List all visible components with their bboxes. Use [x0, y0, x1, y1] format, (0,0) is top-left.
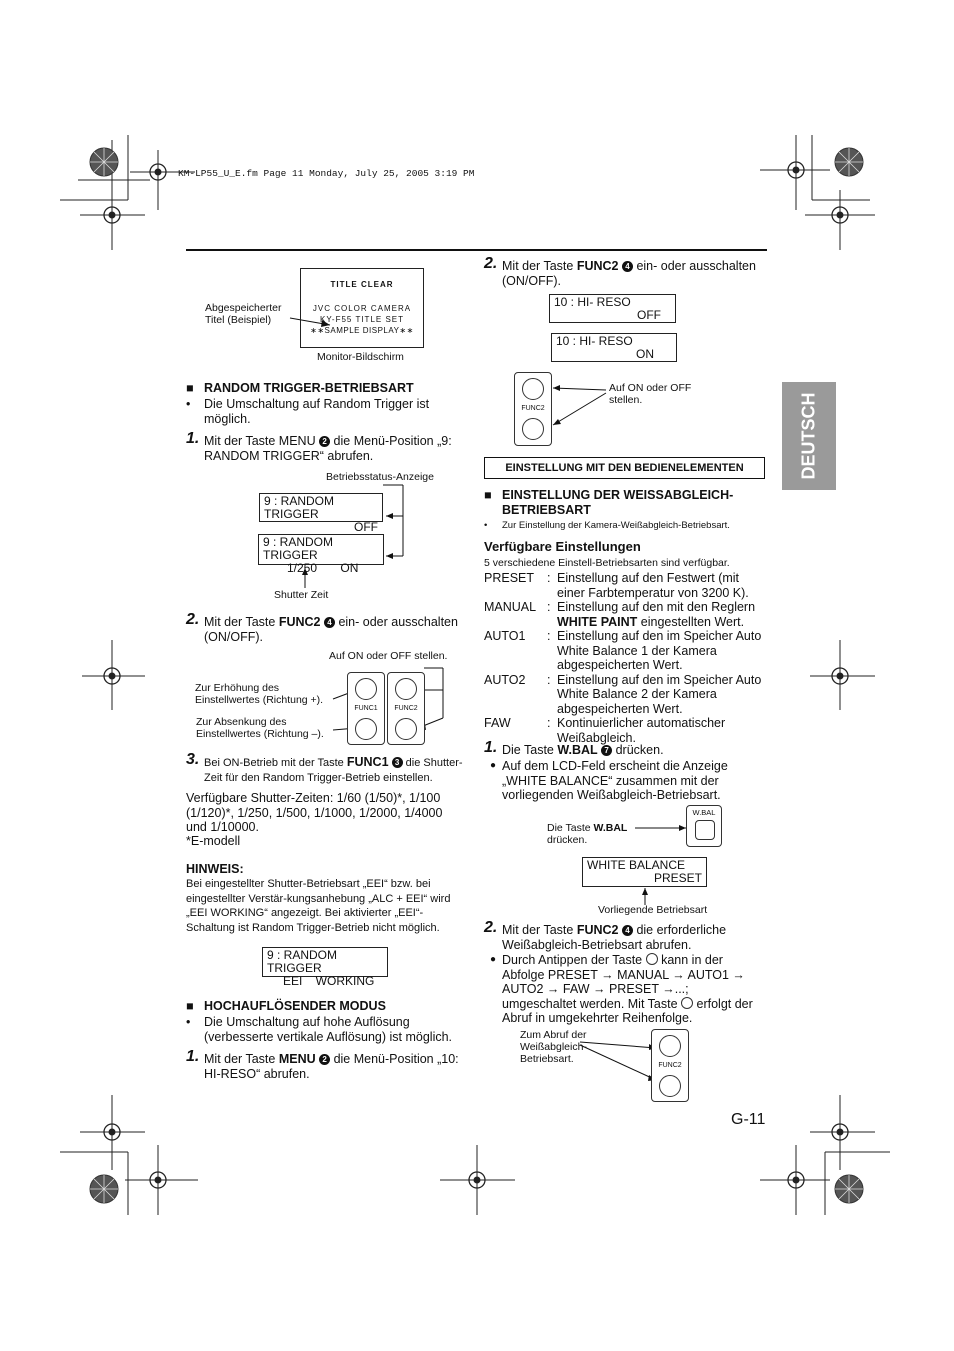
monitor-label: Abgespeicherter Titel (Beispiel) — [205, 302, 282, 326]
button-key-icon — [695, 820, 715, 840]
arrow-up-icon — [522, 378, 544, 400]
onoff-label: Auf ON oder OFF stellen. — [329, 650, 448, 662]
monitor-caption: Monitor-Bildschirm — [317, 351, 404, 363]
up-key-icon — [646, 953, 658, 965]
page-number: G-11 — [731, 1111, 766, 1128]
wb-step2-bullet: ● Durch Antippen der Taste kann in der Abfolge PRESET → MANUAL → AUTO1 → AUTO2 → FAW → PRESET →...; umgeschaltet werden. Mit Taste erfolgt der Abruf in umgekehrter Reihenfolge. — [490, 953, 753, 1025]
down-key-icon — [681, 997, 693, 1009]
wb-step1-bullet: ● Auf dem LCD-Feld erscheint die Anzeige „WHITE BALANCE“ zusammen mit der vorliegenden Weißabgleich-Betriebsart. — [490, 759, 728, 802]
wb-heading: ■ EINSTELLUNG DER WEISSABGLEICH-BETRIEBSART — [484, 488, 734, 517]
hires-step2: 2. Mit der Taste FUNC2 4 ein- oder ausschalten (ON/OFF). — [484, 255, 756, 288]
arrow-down-icon — [659, 1075, 681, 1097]
arrow-down-icon — [355, 718, 377, 740]
language-tab: DEUTSCH — [782, 382, 836, 490]
arrow-up-icon — [659, 1035, 681, 1057]
avail-title: Verfügbare Einstellungen — [484, 539, 641, 554]
arrow-down-icon — [522, 418, 544, 440]
lcd-hireso-on: 10 : HI- RESO ON — [551, 333, 677, 362]
decrease-label: Zur Absenkung des Einstellwertes (Richtung –). — [196, 716, 324, 740]
random-heading: ■ RANDOM TRIGGER-BETRIEBSART — [186, 381, 414, 395]
mode-preset: PRESET : Einstellung auf den Festwert (mit einer Farbtemperatur von 3200 K). — [484, 571, 749, 600]
mode-auto1: AUTO1 : Einstellung auf den im Speicher Auto White Balance 1 der Kamera abgespeicherten Wert. — [484, 629, 762, 672]
wb-step2: 2. Mit der Taste FUNC2 4 die erforderliche Weißabgleich-Betriebsart abrufen. — [484, 919, 727, 952]
arrow-down-icon — [395, 718, 417, 740]
lcd-hireso-off: 10 : HI- RESO OFF — [549, 294, 676, 323]
lcd-random-on: 9 : RANDOM TRIGGER 1/250 ON — [258, 534, 384, 565]
func1-button[interactable]: FUNC1 — [347, 672, 385, 745]
random-step3: 3. Bei ON-Betrieb mit der Taste FUNC1 3 die Shutter-Zeit für den Random Trigger-Betrieb einstellen. — [186, 751, 463, 784]
hires-bullet: • Die Umschaltung auf hohe Auflösung (verbesserte vertikale Auflösung) ist möglich. — [186, 1015, 453, 1044]
avail-sub: 5 verschiedene Einstell-Betriebsarten sind verfügbar. — [484, 557, 730, 569]
shutter-label: Shutter Zeit — [274, 589, 329, 601]
lcd-eei: 9 : RANDOM TRIGGER EEI WORKING — [262, 947, 388, 977]
mode-auto2: AUTO2 : Einstellung auf den im Speicher Auto White Balance 2 der Kamera abgespeicherten Wert. — [484, 672, 762, 716]
e-model: *E-modell — [186, 834, 241, 848]
func2-button[interactable]: FUNC2 — [387, 672, 425, 745]
status-label: Betriebsstatus-Anzeige — [326, 471, 434, 483]
mode-manual: MANUAL : Einstellung auf den mit den Reglern WHITE PAINT eingestellten Wert. — [484, 600, 756, 629]
arrow-up-icon — [355, 678, 377, 700]
mode-list — [484, 571, 769, 745]
arrow-up-icon — [395, 678, 417, 700]
mode-faw: FAW : Kontinuierlicher automatischer Weißabgleich. — [484, 716, 726, 745]
func2-button[interactable]: FUNC2 — [651, 1029, 689, 1102]
lcd-random-off: 9 : RANDOM TRIGGER OFF — [259, 493, 383, 522]
lcd-white-balance: WHITE BALANCE PRESET — [582, 857, 707, 887]
wb-bullet: • Zur Einstellung der Kamera-Weißabgleich-Betriebsart. — [484, 520, 730, 531]
random-bullet: • Die Umschaltung auf Random Trigger ist möglich. — [186, 397, 430, 426]
monitor-screen: TITLE CLEAR JVC COLOR CAMERA KY-F55 TITLE SET ∗∗SAMPLE DISPLAY∗∗ — [300, 268, 424, 348]
press-wbal-label: Die Taste W.BAL drücken. — [547, 822, 628, 846]
random-step1: 1. Mit der Taste MENU 2 die Menü-Position „9: RANDOM TRIGGER“ abrufen. — [186, 430, 452, 463]
call-label: Zum Abruf der Weißabgleich- Betriebsart. — [520, 1029, 587, 1065]
wbal-button[interactable]: W.BAL — [686, 805, 722, 847]
shutter-times: Verfügbare Shutter-Zeiten: 1/60 (1/50)*, 1/100 (1/120)*, 1/250, 1/500, 1/1000, 1/2000, 1/4000 und 1/10000. — [186, 791, 443, 834]
current-mode-label: Vorliegende Betriebsart — [598, 904, 708, 916]
random-step2: 2. Mit der Taste FUNC2 4 ein- oder ausschalten (ON/OFF). — [186, 611, 458, 644]
hires-heading: ■ HOCHAUFLÖSENDER MODUS — [186, 999, 386, 1013]
wb-step1: 1. Die Taste W.BAL 7 drücken. — [484, 739, 664, 757]
file-header: KM-LP55_U_E.fm Page 11 Monday, July 25, 2005 3:19 PM — [178, 168, 475, 179]
func2-button[interactable]: FUNC2 — [514, 372, 552, 446]
section-box-title: EINSTELLUNG MIT DEN BEDIENELEMENTEN — [484, 457, 765, 479]
increase-label: Zur Erhöhung des Einstellwertes (Richtung +). — [195, 682, 324, 706]
hinweis-text: Bei eingestellter Shutter-Betriebsart „EEI“ bzw. bei eingestellter Verstär-kungsanhebung „ALC + EEI“ wird „EEI WORKING“ angezeigt. Bei aktivierter „EEI“-Schaltung ist Random Trigger-Betrieb nicht möglich. — [186, 878, 451, 934]
hires-step1: 1. Mit der Taste MENU 2 die Menü-Position „10: HI-RESO“ abrufen. — [186, 1048, 459, 1081]
hireso-onoff-label: Auf ON oder OFF stellen. — [609, 382, 692, 406]
hinweis-title: HINWEIS: — [186, 862, 244, 876]
